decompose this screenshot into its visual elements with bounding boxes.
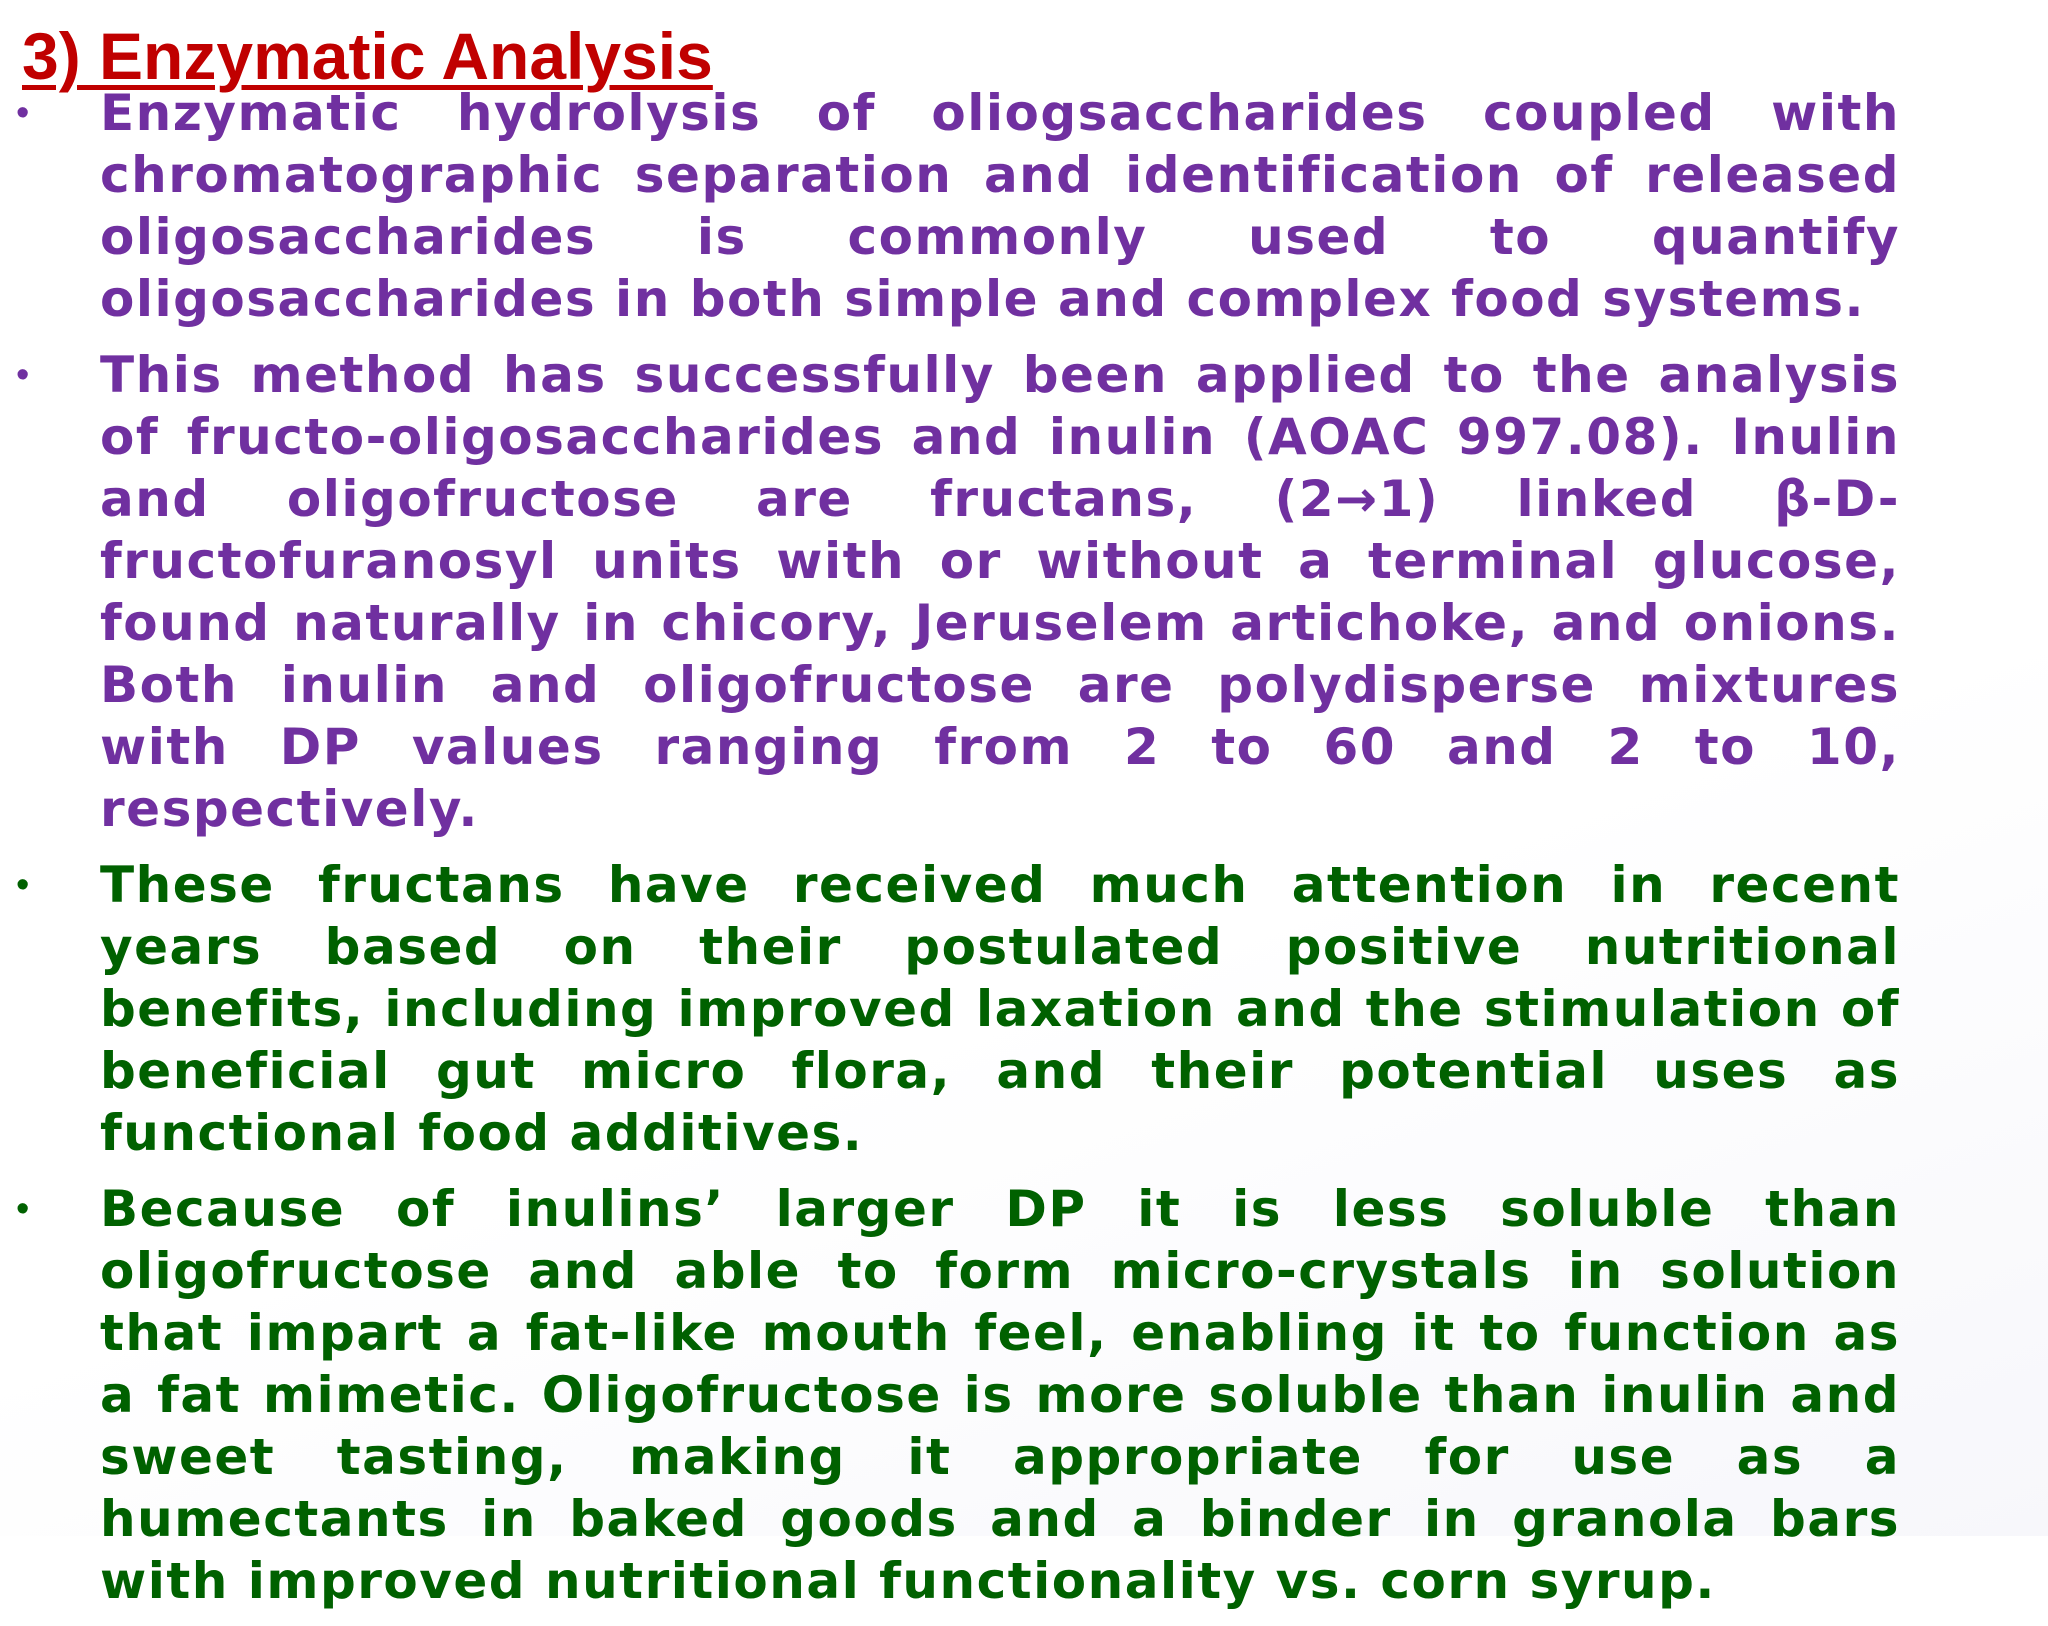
bullet-text: Enzymatic hydrolysis of oliogsaccharides coupled with chromatographic separation and identification of released oligosaccharides is commonly used to quantify oligosaccharides in both simple and complex food systems. <box>100 84 1900 328</box>
bullet-point-icon: • <box>16 864 30 906</box>
bullet-point-icon: • <box>16 1188 30 1230</box>
bullet-text: This method has successfully been applied to the analysis of fructo-oligosaccharides and inulin (AOAC 997.08). Inulin and oligofructose are fructans, (2→1) linked β-D-fructofuranosyl units with or without a terminal glucose, found naturally in chicory, Jeruselem artichoke, and onions. Both inulin and oligofructose are polydisperse mixtures with DP values ranging from 2 to 60 and 2 to 10, respectively. <box>100 346 1900 838</box>
bullet-point-icon: • <box>16 92 30 134</box>
bullet-item-aoac-method <box>0 344 1900 840</box>
bullet-item-solubility <box>0 1178 1900 1612</box>
slide-title: 3) Enzymatic Analysis <box>22 19 713 93</box>
bullet-item-enzymatic-hydrolysis <box>0 82 1900 330</box>
bullet-text: Because of inulins’ larger DP it is less soluble than oligofructose and able to form micro-crystals in solution that impart a fat-like mouth feel, enabling it to function as a fat mimetic. Oligofructose is more soluble than inulin and sweet tasting, making it appropriate for use as a humectants in baked goods and a binder in granola bars with improved nutritional functionality vs. corn syrup. <box>100 1180 1900 1610</box>
bullet-list <box>0 82 2048 1626</box>
bullet-point-icon: • <box>16 354 30 396</box>
bullet-item-nutritional-benefits <box>0 854 1900 1164</box>
bullet-text: These fructans have received much attention in recent years based on their postulated positive nutritional benefits, including improved laxation and the stimulation of beneficial gut micro flora, and their potential uses as functional food additives. <box>100 856 1900 1162</box>
